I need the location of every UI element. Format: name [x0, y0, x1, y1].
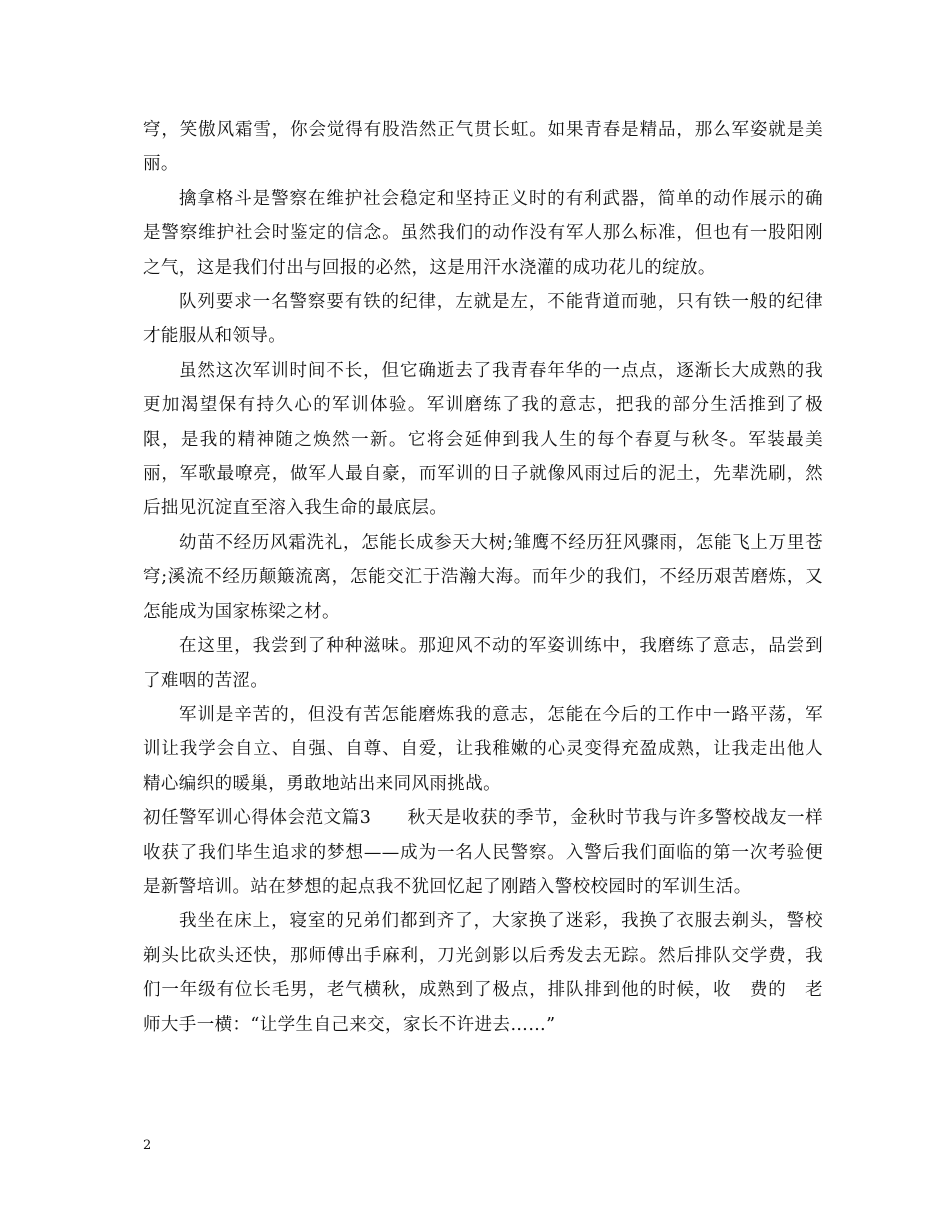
paragraph-discipline: 队列要求一名警察要有铁的纪律，左就是左，不能背道而驰，只有铁一般的纪律才能服从和领导。 — [143, 292, 823, 347]
page-number: 2 — [143, 1138, 152, 1153]
body-text — [143, 113, 823, 1042]
paragraph-dormitory: 我坐在床上，寝室的兄弟们都到齐了，大家换了迷彩，我换了衣服去剃头，警校剃头比砍头还快，那师傅出手麻利，刀光剑影以后秀发去无踪。然后排队交学费，我们一年级有位长毛男，老气横秋，成熟到了极点，排队排到他的时候，收 费的 老师大手一横：“让学生自己来交，家长不许进去……” — [143, 911, 823, 1035]
paragraph-hardship: 军训是辛苦的，但没有苦怎能磨炼我的意志，怎能在今后的工作中一路平荡，军训让我学会自立、自强、自尊、自爱，让我稚嫩的心灵变得充盈成熟，让我走出他人精心编织的暖巢，勇敢地站出来同风雨挑战。 — [143, 704, 823, 794]
paragraph-seedling: 幼苗不经历风霜洗礼，怎能长成参天大树;雏鹰不经历狂风骤雨，怎能飞上万里苍穹;溪流不经历颠簸流离，怎能交汇于浩瀚大海。而年少的我们，不经历艰苦磨炼，又怎能成为国家栋梁之材。 — [143, 532, 823, 622]
paragraph-continued: 穹，笑傲风霜雪，你会觉得有股浩然正气贯长虹。如果青春是精品，那么军姿就是美丽。 — [143, 120, 823, 175]
paragraph-section-3: 初任警军训心得体会范文篇3 秋天是收获的季节，金秋时节我与许多警校战友一样收获了我们毕生追求的梦想——成为一名人民警察。入警后我们面临的第一次考验便是新警培训。站在梦想的起点我不犹回忆起了刚踏入警校校园时的军训生活。 — [143, 808, 823, 897]
paragraph-tastes: 在这里，我尝到了种种滋味。那迎风不动的军姿训练中，我磨练了意志，品尝到了难咽的苦涩。 — [143, 636, 823, 691]
paragraph-training-experience: 虽然这次军训时间不长，但它确逝去了我青春年华的一点点，逐渐长大成熟的我更加渴望保有持久心的军训体验。军训磨练了我的意志，把我的部分生活推到了极限，是我的精神随之焕然一新。它将会延伸到我人生的每个春夏与秋冬。军装最美丽，军歌最嘹亮，做军人最自豪，而军训的日子就像风雨过后的泥土，先辈洗刷，然后拙见沉淀直至溶入我生命的最底层。 — [143, 360, 823, 519]
paragraph-grappling: 擒拿格斗是警察在维护社会稳定和坚持正义时的有利武器，简单的动作展示的确是警察维护社会时鉴定的信念。虽然我们的动作没有军人那么标准，但也有一股阳刚之气，这是我们付出与回报的必然，这是用汗水浇灌的成功花儿的绽放。 — [143, 188, 823, 278]
